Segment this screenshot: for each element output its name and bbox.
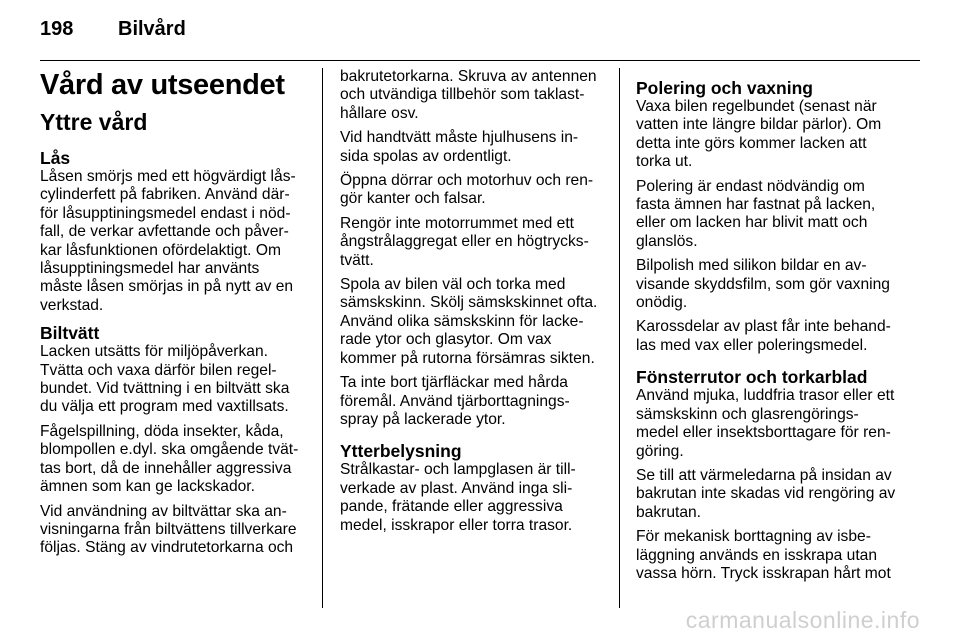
subsection-biltvatt: [40, 323, 304, 557]
paragraph: Rengör inte motorrummet med ett ångstrålaggregat eller en högtrycks- tvätt.: [340, 214, 589, 269]
subsection-heading: Fönsterrutor och torkarblad: [636, 367, 868, 388]
paragraph: bakrutetorkarna. Skruva av antennen och utvändiga tillbehör som taklast- hållare osv.: [340, 68, 597, 122]
column-divider: [322, 68, 323, 608]
subsection-heading: Biltvätt: [40, 323, 100, 344]
paragraph: Fågelspillning, döda insekter, kåda, blompollen e.dyl. ska omgående tvät- tas bort, då de innehåller aggressiva ämnen som kan ge lackskador.: [40, 422, 299, 496]
paragraph: Polering är endast nödvändig om fasta ämnen har fastnat på lacken, eller om lacken har blivit matt och glanslös.: [636, 177, 876, 250]
page-number: 198: [40, 18, 74, 40]
watermark: carmanualsonline.info: [685, 607, 920, 633]
paragraph: Vaxa bilen regelbundet (senast när vatten inte längre bildar pärlor). Om detta inte görs kommer lacken att torka ut.: [636, 98, 882, 171]
column-2: [340, 68, 604, 543]
paragraph: Vid handtvätt måste hjulhusens in- sida spolas av ordentligt.: [340, 129, 579, 165]
paragraph: Lacken utsätts för miljöpåverkan. Tvätta och vaxa därför bilen regel- bundet. Vid tvättning i en biltvätt ska du välja ett program med vaxtillsats.: [40, 343, 290, 416]
subsection-heading: Ytterbelysning: [340, 441, 462, 462]
paragraph: Använd mjuka, luddfria trasor eller ett sämskskinn och glasrengörings- medel eller insektsborttagare för ren- göring.: [636, 387, 895, 460]
paragraph: För mekanisk borttagning av isbe- läggning används en isskrapa utan vassa hörn. Tryck isskrapan hårt mot: [636, 528, 891, 582]
chapter-title: Vård av utseendet: [40, 69, 285, 101]
column-3: [636, 68, 906, 591]
subsection-las: [40, 148, 304, 315]
paragraph: Se till att värmeledarna på insidan av bakrutan inte skadas vid rengöring av bakrutan.: [636, 466, 896, 521]
subsection-ytterbelysning: [340, 441, 604, 535]
paragraph: Strålkastar- och lampglasen är till- verkade av plast. Använd inga sli- pande, frätande eller aggressiva medel, isskrapor eller torra trasor.: [340, 461, 576, 534]
subsection-heading: Polering och vaxning: [636, 78, 813, 98]
paragraph: Bilpolish med silikon bildar en av- visande skyddsfilm, som gör vaxning onödig.: [636, 257, 890, 312]
section-title: Yttre vård: [40, 109, 148, 135]
paragraph: Karossdelar av plast får inte behand- las med vax eller poleringsmedel.: [636, 318, 891, 354]
paragraph: Vid användning av biltvättar ska an- visningarna från biltvättens tillverkare följas. Stäng av vindrutetorkarna och: [40, 502, 297, 557]
paragraph: Spola av bilen väl och torka med sämskskinn. Skölj sämskskinnet ofta. Använd olika sämskskinn för lacke- rade ytor och glasytor. Om vax kommer på rutorna försämras sikten.: [340, 276, 598, 367]
column-divider: [619, 68, 620, 608]
subsection-polering: [636, 78, 906, 355]
running-title: Bilvård: [118, 18, 186, 40]
subsection-heading: Lås: [40, 148, 71, 168]
paragraph: Ta inte bort tjärfläckar med hårda föremål. Använd tjärborttagnings- spray på lackerade ytor.: [340, 374, 570, 428]
paragraph: Låsen smörjs med ett högvärdigt lås- cylinderfett på fabriken. Använd där- för låsupptiningsmedel endast i nöd- fall, de verkar avfettande och påver- kar låsfunktionen ofördelaktigt. Om låsupptiningsmedel har använts måste låsen smörjas in på nytt av en verkstad.: [40, 168, 296, 314]
column-1: [40, 68, 304, 566]
paragraph: Öppna dörrar och motorhuv och ren- gör kanter och falsar.: [340, 172, 594, 208]
header-rule: [40, 60, 920, 61]
subsection-fonsterrutor: [636, 367, 906, 583]
